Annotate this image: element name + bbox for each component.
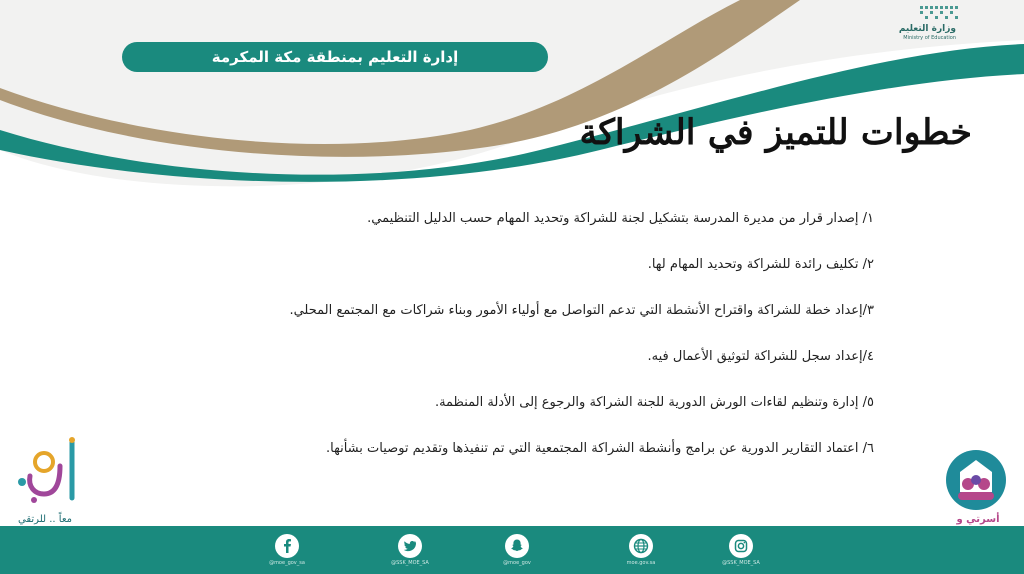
- footer-bar: [0, 526, 1024, 574]
- social-label: @moe_gov: [503, 560, 531, 566]
- social-facebook[interactable]: [257, 534, 317, 566]
- ministry-name: وزارة التعليم: [898, 24, 956, 34]
- social-instagram[interactable]: [711, 534, 771, 566]
- snapchat-icon: [505, 534, 529, 558]
- social-label: @moe_gov_sa: [269, 560, 305, 566]
- step-item: ٣/إعداد خطة للشراكة واقتراح الأنشطة التي تدعم التواصل مع أولياء الأمور وبناء شراكات مع المجتمع المحلي.: [289, 303, 874, 318]
- globe-icon: [629, 534, 653, 558]
- steps-list: [74, 204, 874, 480]
- twitter-icon: [398, 534, 422, 558]
- irtiqa-caption: معاً .. للرتقي: [18, 514, 72, 525]
- facebook-icon: [275, 534, 299, 558]
- step-item: ٢/ تكليف رائدة للشراكة وتحديد المهام لها.: [647, 257, 874, 272]
- step-item: ٥/ إدارة وتنظيم لقاءات الورش الدورية للجنة الشراكة والرجوع إلى الأدلة المنظمة.: [434, 395, 874, 410]
- region-banner: إدارة التعليم بمنطقة مكة المكرمة: [122, 42, 548, 72]
- family-school-logo: [940, 448, 1016, 528]
- family-school-caption: أسرتي و: [956, 514, 1000, 525]
- social-snapchat[interactable]: [487, 534, 547, 566]
- social-website[interactable]: [611, 534, 671, 566]
- social-label: moe.gov.sa: [626, 560, 656, 566]
- social-twitter[interactable]: [380, 534, 440, 566]
- ministry-emblem-icon: [920, 6, 960, 22]
- step-item: ٦/ اعتماد التقارير الدورية عن برامج وأنشطة الشراكة المجتمعية التي تم تنفيذها وتقديم توصيات بشأنها.: [326, 441, 874, 456]
- family-icon: [946, 450, 1006, 510]
- ministry-logo: [884, 4, 968, 44]
- ministry-name-en: Ministry of Education: [903, 35, 956, 41]
- step-item: ٤/إعداد سجل للشراكة لتوثيق الأعمال فيه.: [647, 349, 874, 364]
- social-label: @SSK_MOE_SA: [391, 560, 429, 566]
- social-label: @SSK_MOE_SA: [722, 560, 760, 566]
- instagram-icon: [729, 534, 753, 558]
- step-item: ١/ إصدار قرار من مديرة المدرسة بتشكيل لجنة للشراكة وتحديد المهام حسب الدليل التنظيمي.: [367, 211, 874, 226]
- slide-title: خطوات للتميز في الشراكة: [579, 112, 972, 153]
- irtiqa-emblem-icon: [14, 436, 84, 504]
- family-school-emblem: [946, 450, 1006, 510]
- irtiqa-logo: [4, 432, 88, 528]
